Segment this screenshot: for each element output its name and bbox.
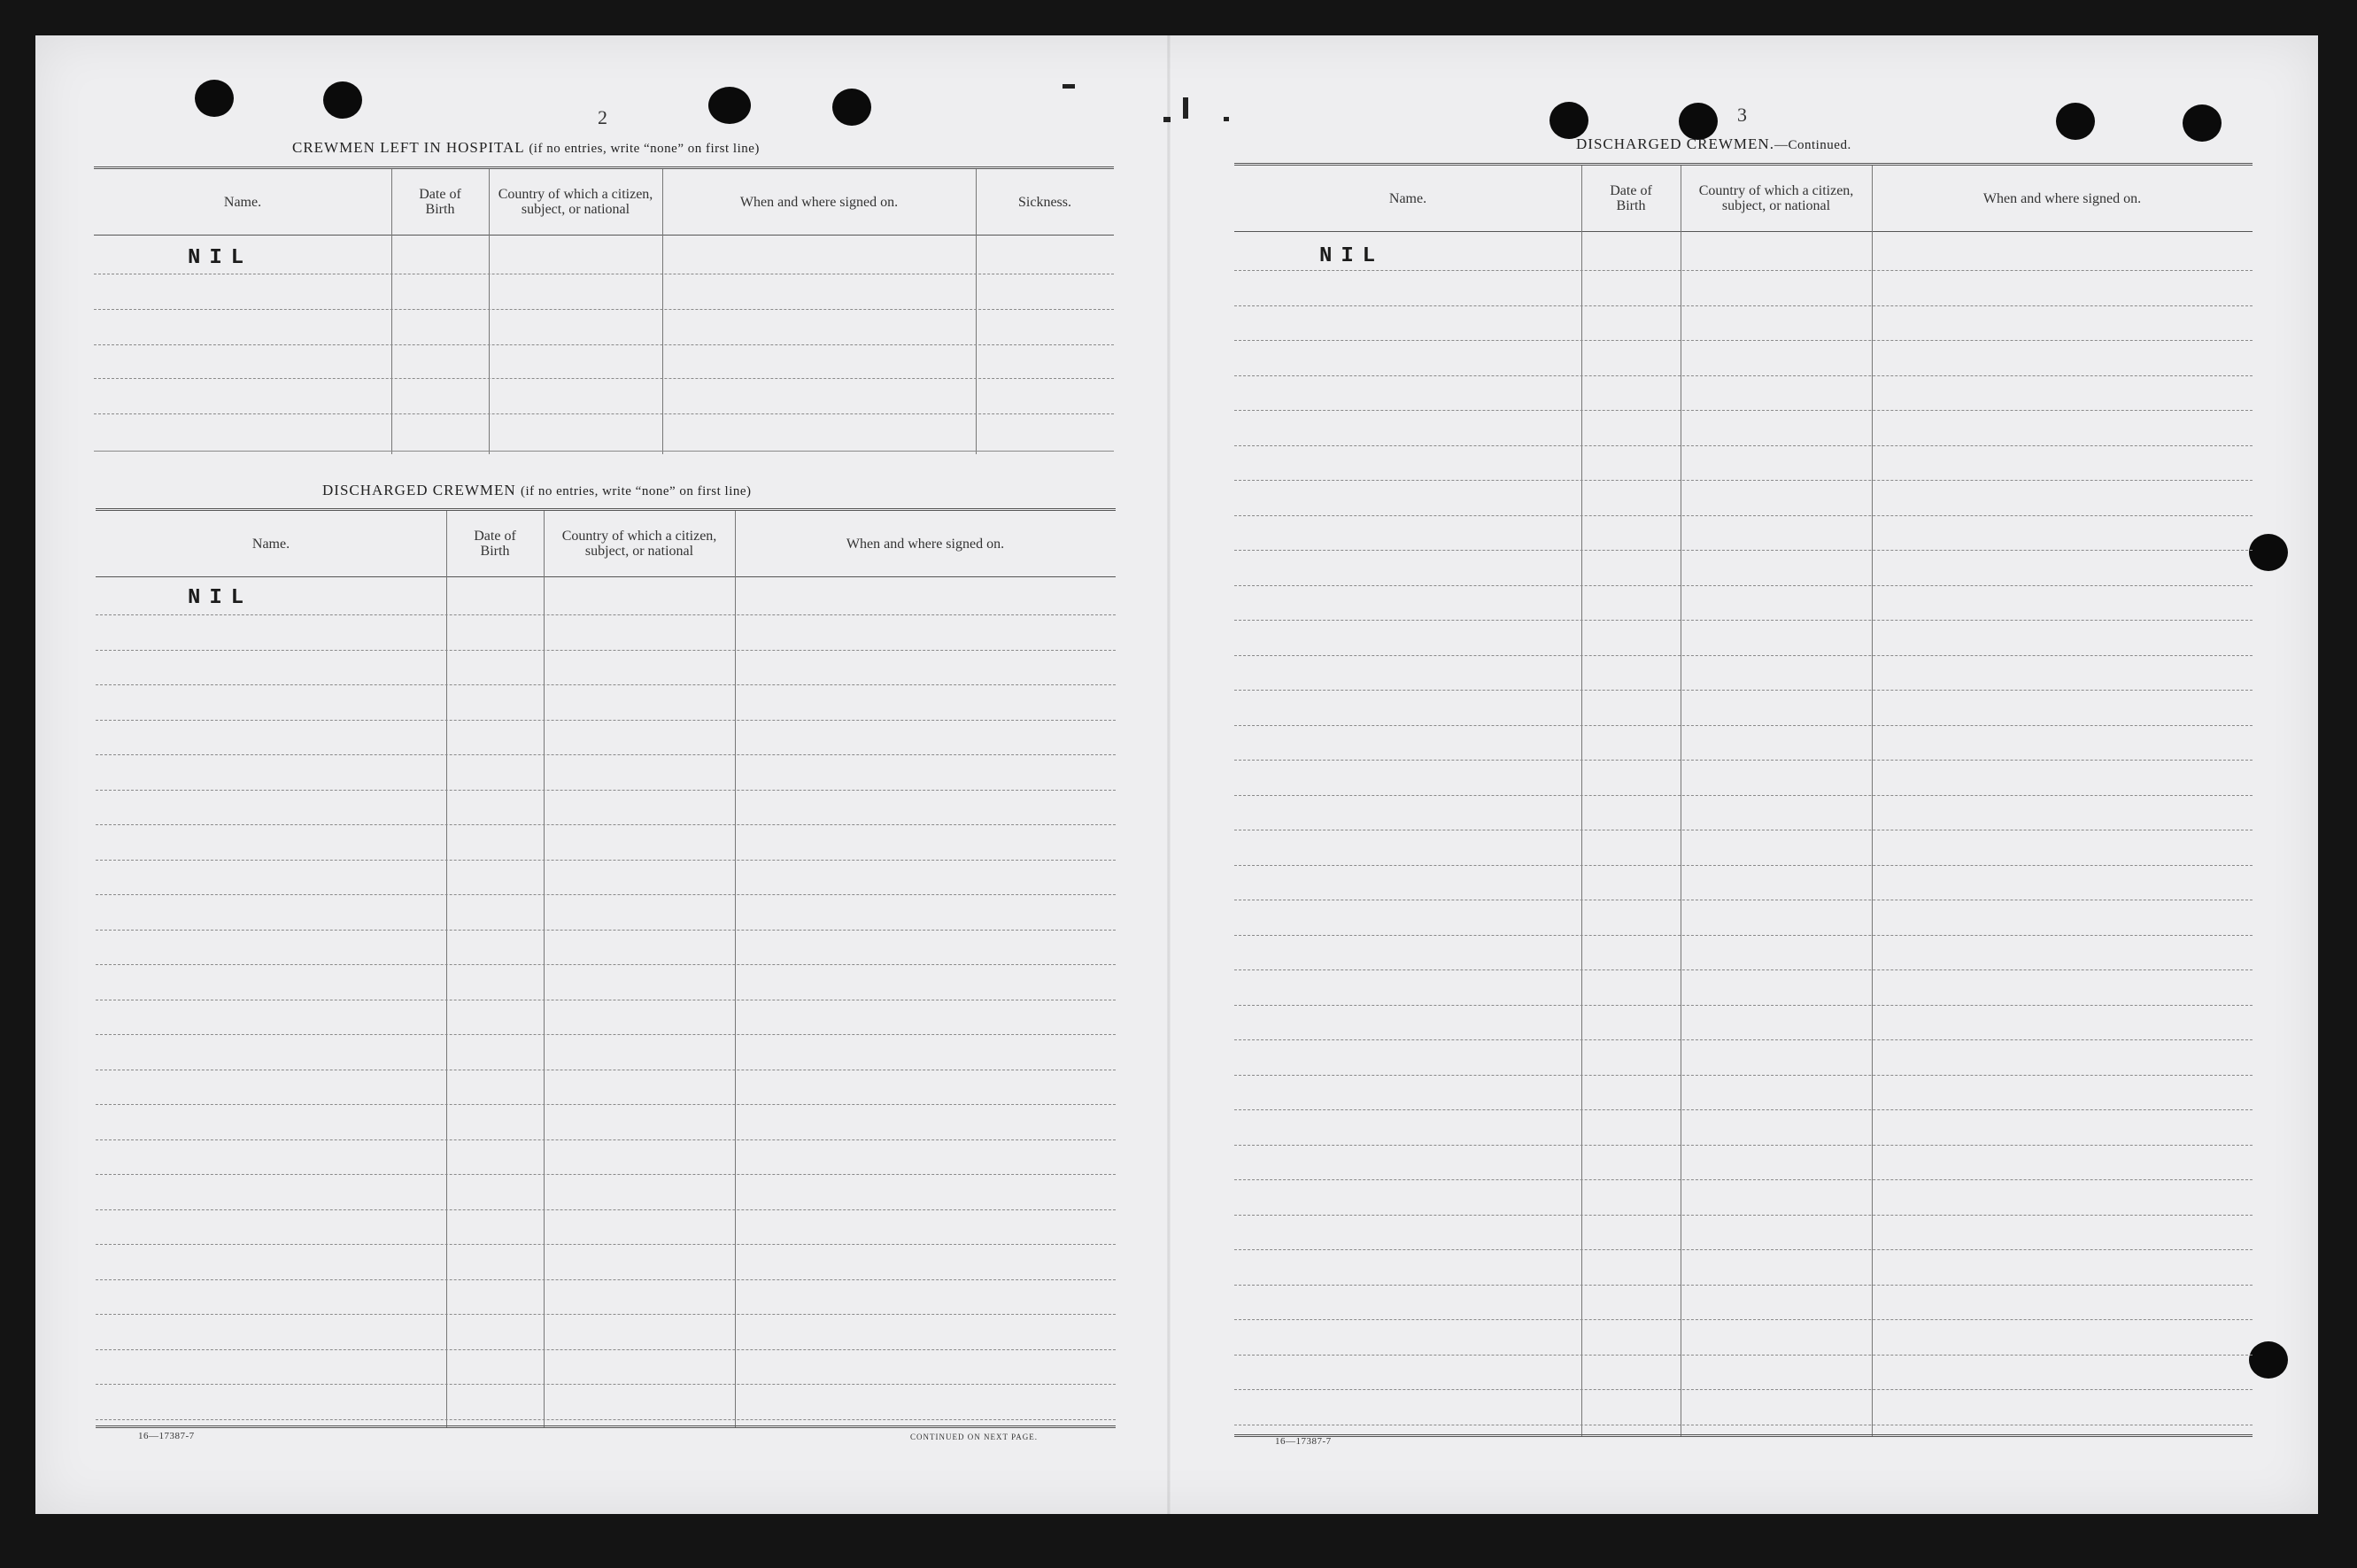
discharged-continued-table: [1234, 163, 2253, 1437]
row-line: [1234, 1145, 2253, 1146]
row-line: [96, 1279, 1116, 1280]
row-line: [1234, 1249, 2253, 1250]
column-header-date-of-birth: Date of Birth: [474, 529, 516, 559]
row-line: [1234, 655, 2253, 656]
column-header-country: Country of which a citizen, subject, or national: [561, 529, 717, 559]
column-header-date-of-birth: Date of Birth: [419, 187, 461, 217]
row-line: [1234, 445, 2253, 446]
row-line: [1234, 1005, 2253, 1006]
table-bottom-rule: [96, 1425, 1116, 1428]
column-header-signed-on: When and where signed on.: [1982, 190, 2142, 206]
column-divider: [735, 511, 736, 1428]
row-line: [96, 684, 1116, 685]
column-header-signed-on: When and where signed on.: [739, 194, 899, 210]
row-line: [96, 1034, 1116, 1035]
row-line: [1234, 620, 2253, 621]
ink-mark: [1224, 117, 1229, 121]
row-line: [1234, 1039, 2253, 1040]
row-line: [96, 1104, 1116, 1105]
column-header-date-of-birth: Date of Birth: [1610, 183, 1652, 213]
section-title-text: CREWMEN LEFT IN HOSPITAL: [292, 139, 525, 156]
section-title-hospital: [292, 139, 760, 157]
punch-hole: [2183, 104, 2222, 142]
row-line: [1234, 1389, 2253, 1390]
column-header-name: Name.: [1388, 190, 1427, 206]
punch-hole: [2249, 534, 2288, 571]
row-line: [1234, 270, 2253, 271]
row-line: [96, 860, 1116, 861]
column-header-signed-on: When and where signed on.: [846, 536, 1005, 552]
row-line: [94, 451, 1114, 452]
row-line: [1234, 1355, 2253, 1356]
row-line: [94, 378, 1114, 379]
punch-hole: [2056, 103, 2095, 140]
row-line: [1234, 375, 2253, 376]
row-line: [96, 1174, 1116, 1175]
ink-mark: [1063, 84, 1075, 89]
punch-hole: [1679, 103, 1718, 140]
row-line: [96, 650, 1116, 651]
column-divider: [1872, 166, 1873, 1437]
continued-note: CONTINUED ON NEXT PAGE.: [910, 1433, 1038, 1441]
row-line: [1234, 480, 2253, 481]
punch-hole: [708, 87, 751, 124]
section-title-discharged: [322, 482, 752, 499]
row-line: [1234, 305, 2253, 306]
row-line: [94, 344, 1114, 345]
row-line: [96, 1384, 1116, 1385]
row-line: [1234, 760, 2253, 761]
row-line: [96, 1349, 1116, 1350]
row-line: [1234, 1075, 2253, 1076]
row-line: [1234, 340, 2253, 341]
table-bottom-rule: [1234, 1434, 2253, 1437]
row-line: [1234, 795, 2253, 796]
ink-mark: [1183, 97, 1188, 119]
row-line: [1234, 865, 2253, 866]
row-line: [96, 1139, 1116, 1140]
row-line: [96, 1314, 1116, 1315]
ink-mark: [1163, 117, 1171, 122]
page-fold: [1167, 35, 1171, 1514]
column-header-sickness: Sickness.: [1018, 194, 1071, 210]
row-line: [96, 1419, 1116, 1420]
hospital-entry-name: NIL: [188, 246, 253, 270]
row-line: [96, 894, 1116, 895]
row-line: [96, 754, 1116, 755]
column-header-name: Name.: [223, 194, 262, 210]
discharged-entry-name: NIL: [188, 586, 253, 610]
column-header-name: Name.: [251, 536, 290, 552]
page-number: 2: [598, 106, 607, 128]
form-number: 16—17387-7: [138, 1431, 195, 1441]
row-line: [1234, 585, 2253, 586]
column-header-country: Country of which a citizen, subject, or national: [1698, 183, 1854, 213]
section-title-text: DISCHARGED CREWMEN: [322, 482, 516, 498]
row-line: [1234, 1319, 2253, 1320]
row-line: [1234, 935, 2253, 936]
row-line: [96, 790, 1116, 791]
row-line: [1234, 410, 2253, 411]
section-title-discharged-continued: [1576, 135, 1851, 153]
hospital-table: [94, 166, 1114, 454]
punch-hole: [832, 89, 871, 126]
row-line: [96, 824, 1116, 825]
row-line: [94, 413, 1114, 414]
column-divider: [544, 511, 545, 1428]
punch-hole: [323, 81, 362, 119]
row-line: [1234, 1215, 2253, 1216]
form-number: 16—17387-7: [1275, 1436, 1332, 1447]
column-divider: [446, 511, 447, 1428]
row-line: [1234, 1285, 2253, 1286]
row-line: [96, 1209, 1116, 1210]
row-line: [96, 964, 1116, 965]
page-number: 3: [1737, 104, 1747, 126]
row-line: [1234, 725, 2253, 726]
row-line: [1234, 515, 2253, 516]
discharged-table: [96, 508, 1116, 1428]
punch-hole: [1549, 102, 1588, 139]
section-title-suffix: —Continued.: [1774, 138, 1851, 152]
row-line: [1234, 969, 2253, 970]
discharged-continued-entry-name: NIL: [1319, 244, 1385, 268]
punch-hole: [195, 80, 234, 117]
section-note: (if no entries, write “none” on first line): [529, 142, 760, 156]
column-header-country: Country of which a citizen, subject, or national: [498, 187, 653, 217]
section-note: (if no entries, write “none” on first line): [520, 484, 752, 498]
row-line: [96, 614, 1116, 615]
column-divider: [1581, 166, 1582, 1437]
row-line: [96, 930, 1116, 931]
row-line: [1234, 550, 2253, 551]
row-line: [1234, 1179, 2253, 1180]
row-line: [94, 309, 1114, 310]
punch-hole: [2249, 1341, 2288, 1379]
row-line: [96, 720, 1116, 721]
row-line: [96, 1244, 1116, 1245]
row-line: [1234, 690, 2253, 691]
section-title-text: DISCHARGED CREWMEN.: [1576, 135, 1774, 152]
row-line: [1234, 1109, 2253, 1110]
